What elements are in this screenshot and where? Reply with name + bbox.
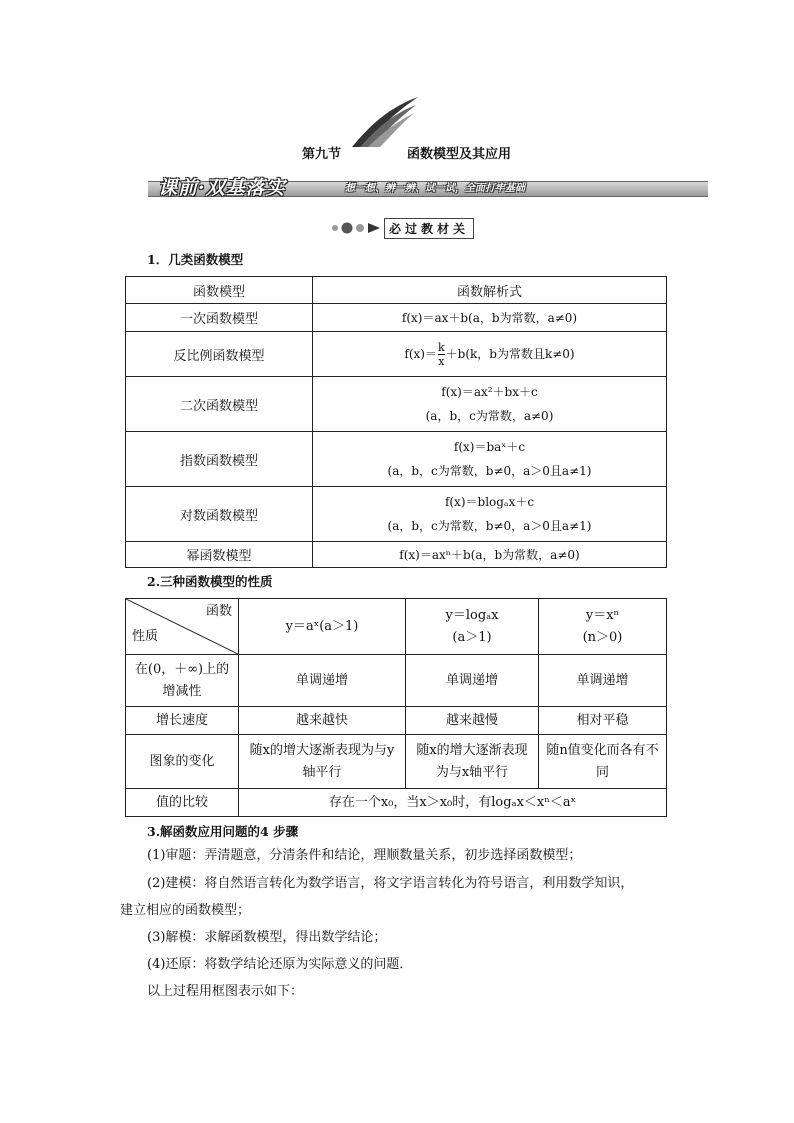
dots-icon [330, 222, 390, 234]
model-properties-table [125, 598, 667, 817]
table-row [126, 377, 667, 432]
col-header-model: 函数模型 [126, 277, 313, 304]
step-paragraph: (1)审题：弄清题意，分清条件和结论，理顺数量关系，初步选择函数模型； [147, 848, 582, 863]
fraction [438, 341, 445, 368]
section3-heading: 3.解函数应用问题的4 步骤 [147, 824, 299, 839]
table-row [126, 304, 667, 332]
formula-line: f(x)＝ax²＋bx＋c [441, 385, 538, 399]
model-formula [313, 377, 667, 432]
table-row [126, 332, 667, 377]
col-header-line: y＝xⁿ [585, 607, 620, 623]
row-label [126, 655, 239, 707]
banner [148, 176, 708, 200]
model-formula [313, 332, 667, 377]
row-label: 图象的变化 [126, 735, 239, 789]
pass-label-row [330, 218, 500, 238]
row-label: 值的比较 [126, 789, 239, 817]
banner-subtitle: 想一想、辨一辨、试一试，全面打牢基础 [345, 183, 525, 194]
row-label: 增长速度 [126, 707, 239, 735]
table-row [126, 432, 667, 487]
swoosh-logo-icon [350, 95, 420, 150]
model-name: 对数函数模型 [126, 487, 313, 542]
table-cell: 随n值变化而各有不同 [539, 735, 667, 789]
corner-top-label: 函数 [205, 604, 232, 619]
formula-line: f(x)＝blogₐx＋c [444, 495, 535, 509]
col-header-line: (a＞1) [452, 629, 492, 645]
model-name: 二次函数模型 [126, 377, 313, 432]
formula-prefix: f(x)＝ [404, 346, 437, 361]
table-row [126, 735, 667, 789]
formula-line: (a，b，c为常数，b≠0，a＞0且a≠1) [387, 519, 592, 533]
fraction-denominator: x [438, 354, 445, 368]
banner-title: 课前·双基落实 [158, 177, 286, 199]
table-cell: 随x的增大逐渐表现为与y轴平行 [239, 735, 406, 789]
row-label-line: 增减性 [162, 683, 202, 699]
formula-line: f(x)＝baˣ＋c [453, 440, 526, 454]
row-label-line: 在(0，＋∞)上的 [134, 661, 230, 677]
compare-cell: 存在一个x₀，当x＞x₀时，有logₐx＜xⁿ＜aˣ [239, 789, 667, 817]
table-cell: 相对平稳 [539, 707, 667, 735]
formula-suffix: ＋b(k，b为常数且k≠0) [445, 346, 575, 361]
col-header-line: y＝aˣ(a＞1) [285, 618, 359, 634]
table-cell: 单调递增 [406, 655, 539, 707]
page-title-row [0, 143, 794, 163]
table-cell: 单调递增 [239, 655, 406, 707]
model-name: 指数函数模型 [126, 432, 313, 487]
section1-heading: 1．几类函数模型 [147, 252, 244, 267]
table-row [126, 655, 667, 707]
model-formula [313, 487, 667, 542]
step-paragraph: (4)还原：将数学结论还原为实际意义的问题． [147, 957, 413, 972]
table-cell: 越来越慢 [406, 707, 539, 735]
col-header-formula: 函数解析式 [313, 277, 667, 304]
table-cell: 随x的增大逐渐表现为与x轴平行 [406, 735, 539, 789]
step-paragraph: (2)建模：将自然语言转化为数学语言，将文字语言转化为符号语言，利用数学知识， [147, 876, 634, 891]
model-formula: f(x)＝axⁿ＋b(a，b为常数，a≠0) [313, 542, 667, 568]
model-name: 反比例函数模型 [126, 332, 313, 377]
table-row [126, 789, 667, 817]
table-header-row [126, 277, 667, 304]
corner-cell [126, 599, 239, 655]
section2-heading: 2.三种函数模型的性质 [147, 574, 273, 589]
col-header-exp [239, 599, 406, 655]
section-title: 函数模型及其应用 [407, 147, 512, 162]
table-row [126, 707, 667, 735]
formula-line: (a，b，c为常数，b≠0，a＞0且a≠1) [387, 464, 592, 478]
col-header-line: y＝logₐx [445, 607, 499, 623]
corner-bottom-label: 性质 [132, 629, 159, 644]
formula-line: (a，b，c为常数，a≠0) [425, 409, 554, 423]
step-paragraph: 建立相应的函数模型； [120, 903, 251, 918]
model-formula: f(x)＝ax＋b(a，b为常数，a≠0) [313, 304, 667, 332]
col-header-log [406, 599, 539, 655]
pass-label: 必过教材关 [384, 218, 474, 239]
table-row [126, 542, 667, 568]
model-name: 一次函数模型 [126, 304, 313, 332]
model-name: 幂函数模型 [126, 542, 313, 568]
table-cell: 单调递增 [539, 655, 667, 707]
table-header-row [126, 599, 667, 655]
fraction-numerator: k [437, 340, 445, 354]
col-header-line: (n＞0) [582, 629, 623, 645]
table-row [126, 487, 667, 542]
step-paragraph: 以上过程用框图表示如下： [147, 984, 304, 999]
col-header-power [539, 599, 667, 655]
table-cell: 越来越快 [239, 707, 406, 735]
step-paragraph: (3)解模：求解函数模型，得出数学结论； [147, 930, 387, 945]
function-models-table [125, 276, 667, 568]
model-formula [313, 432, 667, 487]
section-number: 第九节 [302, 147, 342, 162]
